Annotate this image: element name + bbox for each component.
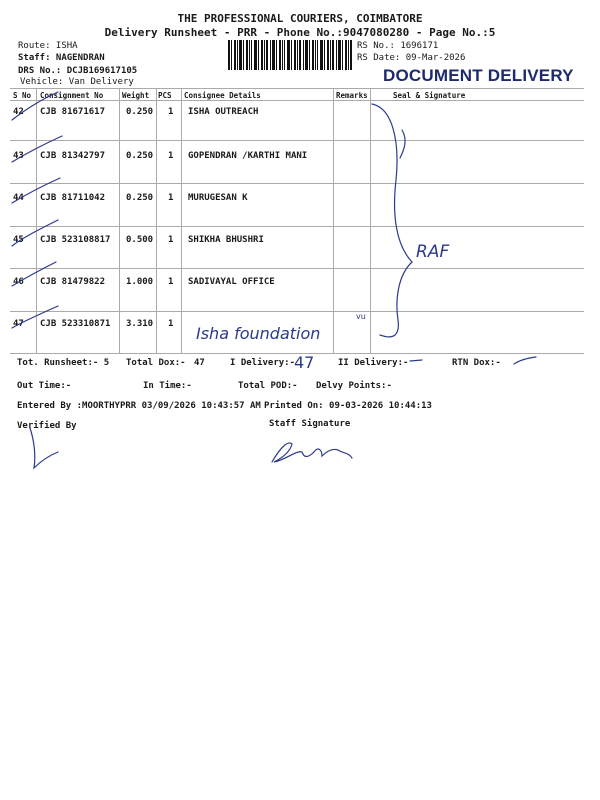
- table-top-border: [10, 88, 584, 89]
- rtn-dox-dash: [514, 357, 536, 364]
- staff-label: Staff: NAGENDRAN: [18, 53, 105, 63]
- i-delivery-handwritten-value: 47: [294, 353, 315, 372]
- tot-runsheet: Tot. Runsheet:- 5: [17, 358, 110, 368]
- col-divider: [119, 88, 120, 353]
- table-row-sno: 45: [13, 235, 24, 245]
- table-row-consignee: MURUGESAN K: [188, 193, 248, 203]
- total-pod-label: Total POD:-: [238, 381, 298, 391]
- row-divider: [10, 311, 584, 312]
- table-row-consignee: ISHA OUTREACH: [188, 107, 259, 117]
- table-row-sno: 43: [13, 151, 24, 161]
- table-row-consignment: CJB 81342797: [40, 151, 106, 161]
- staff-signature-label: Staff Signature: [269, 419, 351, 429]
- table-header-border: [10, 100, 584, 101]
- document-delivery-stamp: DOCUMENT DELIVERY: [383, 66, 574, 85]
- col-divider: [156, 88, 157, 353]
- table-row-consignee: SHIKHA BHUSHRI: [188, 235, 264, 245]
- table-row-weight: 0.250: [126, 193, 154, 203]
- rs-number: RS No.: 1696171: [357, 41, 439, 51]
- table-row-pcs: 1: [168, 151, 174, 161]
- total-dox-value: 47: [194, 358, 205, 368]
- drs-number: DRS No.: DCJB169617105: [18, 66, 138, 76]
- col-header-sno: S No: [13, 91, 32, 100]
- col-header-consignment: Consignment No: [40, 91, 104, 100]
- table-row-sno: 44: [13, 193, 24, 203]
- table-row-weight: 1.000: [126, 277, 154, 287]
- col-header-weight: Weight: [122, 91, 150, 100]
- table-row-consignment: CJB 81671617: [40, 107, 106, 117]
- table-row-weight: 0.250: [126, 107, 154, 117]
- foundation-mark-handwriting: vu: [356, 312, 366, 321]
- company-title: THE PROFESSIONAL COURIERS, COIMBATORE: [177, 12, 423, 25]
- table-row-pcs: 1: [168, 319, 174, 329]
- table-row-pcs: 1: [168, 277, 174, 287]
- table-row-weight: 0.250: [126, 151, 154, 161]
- verified-signature: [30, 428, 58, 468]
- i-delivery-label: I Delivery:-: [230, 358, 296, 368]
- bracket-squiggle: [400, 130, 405, 158]
- table-row-consignee: GOPENDRAN /KARTHI MANI: [188, 151, 308, 161]
- col-divider: [370, 88, 371, 353]
- route-label: Route: ISHA: [18, 41, 78, 51]
- delvy-points-label: Delvy Points:-: [316, 381, 392, 391]
- table-row-consignment: CJB 523108817: [40, 235, 111, 245]
- table-row-consignment: CJB 523310871: [40, 319, 111, 329]
- table-row-pcs: 1: [168, 193, 174, 203]
- col-header-consignee: Consignee Details: [184, 91, 261, 100]
- col-header-remarks: Remarks: [336, 91, 368, 100]
- foundation-note-handwriting: Isha foundation: [196, 324, 321, 343]
- table-row-consignee: SADIVAYAL OFFICE: [188, 277, 275, 287]
- row-divider: [10, 140, 584, 141]
- table-row-sno: 42: [13, 107, 24, 117]
- verified-by-label: Verified By: [17, 421, 77, 431]
- runsheet-subtitle: Delivery Runsheet - PRR - Phone No.:9047080280 - Page No.:5: [104, 26, 496, 39]
- seal-initials-handwriting: RAF: [416, 242, 450, 262]
- entered-by: Entered By :MOORTHYPRR 03/09/2026 10:43:57 AM: [17, 401, 261, 411]
- staff-signature: [272, 443, 352, 462]
- total-dox-label: Total Dox:-: [126, 358, 186, 368]
- ii-delivery-label: II Delivery:-: [338, 358, 409, 368]
- bracket-curve: [372, 104, 412, 337]
- table-row-pcs: 1: [168, 235, 174, 245]
- table-row-consignment: CJB 81479822: [40, 277, 106, 287]
- col-divider: [333, 88, 334, 353]
- col-header-seal-signature: Seal & Signature: [393, 91, 466, 100]
- row-divider: [10, 268, 584, 269]
- ii-delivery-dash: [410, 360, 422, 361]
- row-divider: [10, 183, 584, 184]
- row-divider: [10, 226, 584, 227]
- col-divider: [36, 88, 37, 353]
- rtn-dox-label: RTN Dox:-: [452, 358, 501, 368]
- table-row-sno: 46: [13, 277, 24, 287]
- printed-on: Printed On: 09-03-2026 10:44:13: [264, 401, 432, 411]
- rs-date: RS Date: 09-Mar-2026: [357, 53, 466, 63]
- out-time-label: Out Time:-: [17, 381, 72, 391]
- table-row-consignment: CJB 81711042: [40, 193, 106, 203]
- col-header-pcs: PCS: [158, 91, 172, 100]
- table-row-weight: 3.310: [126, 319, 154, 329]
- in-time-label: In Time:-: [143, 381, 192, 391]
- table-row-pcs: 1: [168, 107, 174, 117]
- table-row-sno: 47: [13, 319, 24, 329]
- col-divider: [181, 88, 182, 353]
- table-row-weight: 0.500: [126, 235, 154, 245]
- vehicle-label: Vehicle: Van Delivery: [20, 77, 134, 87]
- barcode-image: [228, 40, 352, 70]
